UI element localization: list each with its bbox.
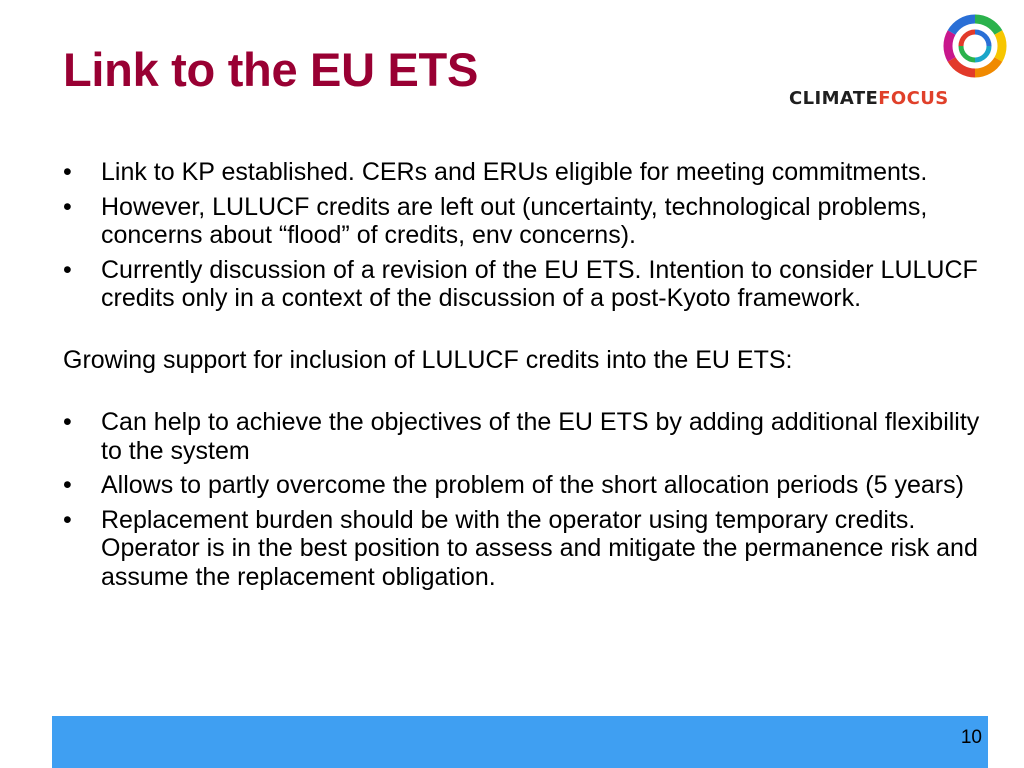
slide-body — [63, 158, 983, 597]
slide-title: Link to the EU ETS — [63, 43, 479, 96]
bullet-icon: • — [63, 408, 72, 436]
list-item — [63, 471, 983, 500]
list-item-text: Can help to achieve the objectives of the EU ETS by adding additional flexibility to the system — [101, 408, 980, 465]
list-item-text: Allows to partly overcome the problem of the short allocation periods (5 years) — [101, 471, 964, 499]
bullet-icon: • — [63, 158, 72, 186]
footer-bar — [52, 716, 988, 768]
list-item-text: Replacement burden should be with the operator using temporary credits. Operator is in the best position to assess and mitigate the permanence risk and assume the replacement obligation. — [101, 505, 978, 591]
list-item — [63, 158, 983, 187]
list-item-text: Currently discussion of a revision of the EU ETS. Intention to consider LULUCF credits only in a context of the discussion of a post-Kyoto framework. — [101, 255, 978, 312]
logo-word-focus: FOCUS — [878, 88, 949, 109]
list-item — [63, 193, 983, 250]
bullet-icon: • — [63, 471, 72, 499]
list-item — [63, 408, 983, 465]
climate-focus-logo — [786, 14, 1011, 114]
list-item — [63, 506, 983, 592]
bullet-icon: • — [63, 505, 72, 534]
logo-word-climate: CLIMATE — [789, 88, 879, 109]
growing-support-paragraph: Growing support for inclusion of LULUCF credits into the EU ETS: — [63, 345, 793, 374]
list-item-text: However, LULUCF credits are left out (uncertainty, technological problems, concerns about “flood” of credits, env concerns). — [101, 192, 928, 249]
bullet-icon: • — [63, 255, 72, 284]
bullet-list-kp — [63, 158, 983, 313]
climate-focus-ring-icon — [943, 14, 1007, 78]
bullet-icon: • — [63, 192, 72, 221]
bullet-list-support — [63, 408, 983, 591]
logo-wordmark — [789, 90, 949, 108]
list-item — [63, 256, 983, 313]
page-number: 10 — [960, 727, 982, 748]
list-item-text: Link to KP established. CERs and ERUs eligible for meeting commitments. — [101, 158, 928, 186]
